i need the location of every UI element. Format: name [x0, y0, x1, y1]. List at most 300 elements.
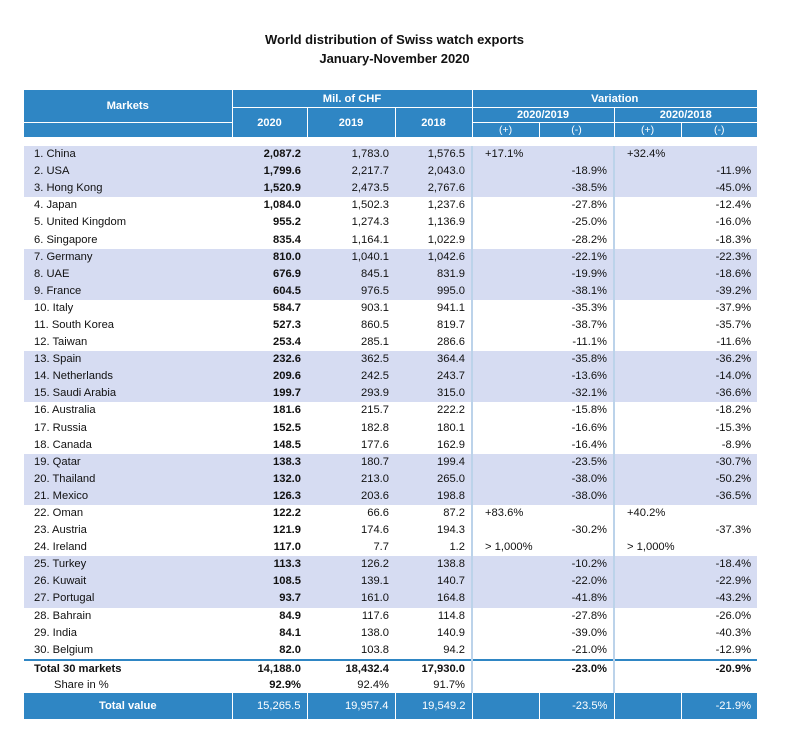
variation-2018-minus	[681, 146, 757, 163]
variation-2019-plus	[472, 317, 539, 334]
variation-2019-plus	[472, 231, 539, 248]
variation-2019-plus	[472, 471, 539, 488]
variation-2018-plus	[614, 368, 681, 385]
value-2018: 243.7	[395, 368, 472, 385]
grand-total-2020: 15,265.5	[232, 693, 307, 719]
value-2018: 265.0	[395, 471, 472, 488]
market-name: 20. Thailand	[24, 471, 232, 488]
variation-2019-plus	[472, 454, 539, 471]
market-name: 27. Portugal	[24, 590, 232, 607]
variation-2018-minus: -37.3%	[715, 524, 752, 537]
table-row	[24, 368, 757, 385]
market-name: 9. France	[24, 283, 232, 300]
variation-2018-plus	[614, 402, 681, 419]
value-2019: 293.9	[307, 385, 395, 402]
variation-2018-minus: -18.6%	[681, 266, 757, 283]
variation-2019-plus	[472, 488, 539, 505]
value-2019: 285.1	[361, 336, 389, 349]
table-row	[24, 437, 757, 454]
variation-2019-minus: -15.8%	[571, 404, 608, 417]
share-blank-3	[614, 677, 681, 693]
table-subtitle: January-November 2020	[319, 51, 470, 66]
variation-2019-minus: -38.7%	[571, 318, 608, 331]
variation-2019-plus	[472, 300, 539, 317]
variation-2018-plus	[614, 590, 681, 607]
variation-2019-minus: -16.4%	[571, 438, 608, 451]
variation-2019-plus	[472, 283, 539, 300]
table-row	[24, 266, 757, 283]
value-2019: 203.6	[307, 488, 395, 505]
value-2019: 1,040.1	[307, 249, 395, 266]
table-row	[24, 420, 757, 437]
variation-2018-plus	[614, 317, 681, 334]
variation-2018-minus: -50.2%	[681, 471, 757, 488]
value-2020: 113.3	[232, 556, 307, 573]
market-name: 1. China	[24, 146, 232, 163]
table-row	[24, 556, 757, 573]
value-2020: 138.3	[232, 454, 307, 471]
variation-2018-minus: -45.0%	[681, 180, 757, 197]
table-row	[24, 590, 757, 607]
variation-2018-plus: > 1,000%	[614, 539, 681, 556]
value-2018: 819.7	[437, 318, 466, 331]
value-2018: 364.4	[395, 351, 472, 368]
variation-header: Variation	[472, 90, 757, 108]
total-minus-1: -23.0%	[539, 660, 614, 677]
variation-2018-minus: -36.2%	[681, 351, 757, 368]
variation-2018-plus	[614, 249, 681, 266]
market-name: 16. Australia	[34, 404, 96, 417]
variation-2019-plus	[472, 402, 539, 419]
variation-2019-minus	[539, 539, 614, 556]
value-2018: 2,043.0	[395, 163, 472, 180]
variation-2018-minus: -16.0%	[715, 216, 752, 229]
market-name: 2. USA	[24, 163, 232, 180]
market-name: 6. Singapore	[34, 233, 98, 246]
variation-2019-minus: -27.8%	[571, 609, 608, 622]
variation-2019-plus	[472, 163, 539, 180]
variation-2019-plus	[472, 608, 539, 625]
value-2019: 1,274.3	[351, 216, 389, 229]
table-row	[24, 163, 757, 180]
value-2019: 976.5	[307, 283, 395, 300]
variation-2020-2019-header: 2020/2019	[472, 108, 614, 123]
value-2018: 995.0	[395, 283, 472, 300]
market-name: 7. Germany	[24, 249, 232, 266]
variation-2019-plus: > 1,000%	[472, 539, 539, 556]
value-2019: 215.7	[361, 404, 389, 417]
share-blank-2	[539, 677, 614, 693]
markets-header: Markets	[24, 90, 232, 123]
variation-2019-minus: -38.0%	[539, 488, 614, 505]
value-2018: 87.2	[443, 507, 466, 520]
value-2020: 232.6	[232, 351, 307, 368]
variation-2018-plus	[614, 180, 681, 197]
table-row	[24, 214, 757, 231]
value-2020: 84.1	[279, 626, 301, 639]
value-2020: 117.0	[273, 541, 301, 554]
value-2019: 66.6	[367, 507, 389, 520]
value-2019: 2,473.5	[307, 180, 395, 197]
variation-2019-plus	[472, 420, 539, 437]
total-2020: 14,188.0	[232, 660, 307, 677]
exports-table	[24, 90, 757, 719]
variation-2019-plus	[472, 334, 539, 351]
variation-2019-minus: -38.1%	[539, 283, 614, 300]
value-2019: 139.1	[307, 573, 395, 590]
header-spacer	[24, 137, 757, 146]
table-row	[24, 539, 757, 556]
value-2019: 174.6	[361, 524, 389, 537]
market-name: 29. India	[34, 626, 77, 639]
grand-total-minus-2: -21.9%	[681, 693, 757, 719]
variation-2018-plus	[614, 488, 681, 505]
table-row	[24, 317, 757, 334]
variation-2019-plus: +17.1%	[472, 146, 539, 163]
table-row	[24, 231, 757, 248]
variation-2018-plus	[614, 266, 681, 283]
variation-2019-plus	[472, 180, 539, 197]
value-2018: 140.9	[437, 626, 466, 639]
variation-2018-plus	[614, 454, 681, 471]
value-2019: 903.1	[361, 301, 389, 314]
variation-2018-plus	[614, 471, 681, 488]
variation-2019-plus	[472, 214, 539, 231]
value-2018: 1,576.5	[395, 146, 472, 163]
table-row	[24, 522, 757, 539]
value-2018: 941.1	[437, 301, 466, 314]
mil-chf-header: Mil. of CHF	[232, 90, 472, 108]
total-2019: 18,432.4	[307, 660, 395, 677]
value-2019: 7.7	[373, 541, 389, 554]
market-name: 28. Bahrain	[34, 609, 92, 622]
plus-header: (+)	[472, 123, 539, 138]
variation-2019-plus	[472, 642, 539, 660]
variation-2019-minus: -25.0%	[571, 216, 608, 229]
variation-2019-minus: -11.1%	[572, 336, 608, 349]
market-name: 11. South Korea	[34, 318, 115, 331]
variation-2019-minus: -27.8%	[571, 199, 608, 212]
variation-2018-plus	[614, 197, 681, 214]
variation-2019-minus: -28.2%	[571, 233, 608, 246]
variation-2019-minus: -30.2%	[571, 524, 608, 537]
variation-2018-minus: -26.0%	[715, 609, 752, 622]
variation-2019-plus	[472, 625, 539, 642]
value-2018: 114.8	[437, 609, 466, 622]
market-name: 26. Kuwait	[24, 573, 232, 590]
share-2019: 92.4%	[357, 678, 389, 691]
table-row	[24, 625, 757, 642]
variation-2018-plus	[614, 334, 681, 351]
value-2018: 1,042.6	[395, 249, 472, 266]
share-2018: 91.7%	[433, 678, 466, 691]
variation-2019-minus: -18.9%	[539, 163, 614, 180]
variation-2018-plus	[614, 214, 681, 231]
variation-2018-plus	[614, 608, 681, 625]
variation-2019-minus: -13.6%	[539, 368, 614, 385]
variation-2019-plus	[472, 351, 539, 368]
table-row	[24, 573, 757, 590]
total-2018: 17,930.0	[395, 660, 472, 677]
variation-2018-plus	[614, 283, 681, 300]
variation-2018-minus: -18.3%	[715, 233, 752, 246]
variation-2019-plus	[472, 266, 539, 283]
value-2019: 1,164.1	[351, 233, 389, 246]
variation-2018-minus: -39.2%	[681, 283, 757, 300]
value-2020: 84.9	[279, 609, 301, 622]
variation-2018-plus: +40.2%	[614, 505, 681, 522]
variation-2019-minus: -22.0%	[539, 573, 614, 590]
market-name: 17. Russia	[34, 421, 87, 434]
year-2019-header: 2019	[307, 108, 395, 138]
year-2020-header: 2020	[232, 108, 307, 138]
value-2018: 162.9	[437, 438, 466, 451]
table-row	[24, 283, 757, 300]
grand-total-label: Total value	[24, 693, 232, 719]
value-2020: 126.3	[232, 488, 307, 505]
table-footer	[24, 660, 757, 719]
value-2019: 117.6	[361, 609, 389, 622]
value-2019: 2,217.7	[307, 163, 395, 180]
table-row	[24, 471, 757, 488]
variation-2018-plus	[614, 437, 681, 454]
variation-2019-minus: -22.1%	[539, 249, 614, 266]
market-name: 30. Belgium	[34, 643, 94, 656]
minus-header: (-)	[539, 123, 614, 138]
variation-2018-minus: -8.9%	[721, 438, 752, 451]
market-name: 15. Saudi Arabia	[24, 385, 232, 402]
year-2018-header: 2018	[395, 108, 472, 138]
table-row	[24, 385, 757, 402]
variation-2018-minus: -22.9%	[681, 573, 757, 590]
grand-total-plus-1	[472, 693, 539, 719]
variation-2018-plus	[614, 231, 681, 248]
variation-2019-minus: -10.2%	[539, 556, 614, 573]
variation-2018-minus: -11.6%	[716, 336, 752, 349]
variation-2018-plus	[614, 351, 681, 368]
variation-2019-minus: -21.0%	[571, 643, 608, 656]
variation-2018-minus: -37.9%	[715, 301, 752, 314]
variation-2018-plus	[614, 420, 681, 437]
market-name: 22. Oman	[34, 507, 84, 520]
header-blank	[24, 123, 232, 138]
variation-2019-plus	[472, 385, 539, 402]
value-2019: 161.0	[307, 590, 395, 607]
value-2018: 315.0	[395, 385, 472, 402]
total-minus-2: -20.9%	[681, 660, 757, 677]
value-2020: 209.6	[232, 368, 307, 385]
variation-2018-plus: +32.4%	[614, 146, 681, 163]
plus-header: (+)	[614, 123, 681, 138]
value-2019: 180.7	[307, 454, 395, 471]
value-2020: 253.4	[273, 336, 301, 349]
value-2018: 164.8	[395, 590, 472, 607]
variation-2019-plus	[472, 368, 539, 385]
value-2020: 835.4	[273, 233, 301, 246]
market-name: 13. Spain	[24, 351, 232, 368]
share-2020: 92.9%	[269, 678, 301, 691]
variation-2018-plus	[614, 163, 681, 180]
variation-2019-minus: -35.3%	[571, 301, 608, 314]
value-2020: 527.3	[273, 318, 301, 331]
share-row	[24, 677, 757, 693]
market-name: 4. Japan	[34, 199, 77, 212]
market-name: 25. Turkey	[24, 556, 232, 573]
variation-2019-minus: -32.1%	[539, 385, 614, 402]
market-name: 23. Austria	[34, 524, 87, 537]
value-2020: 584.7	[273, 301, 301, 314]
value-2018: 94.2	[443, 643, 466, 656]
share-blank-4	[681, 677, 757, 693]
value-2019: 182.8	[361, 421, 389, 434]
value-2019: 860.5	[361, 318, 389, 331]
total-plus-1	[472, 660, 539, 677]
variation-2018-plus	[614, 300, 681, 317]
table-row	[24, 351, 757, 368]
variation-2018-minus: -43.2%	[681, 590, 757, 607]
table-row	[24, 146, 757, 163]
variation-2019-plus: +83.6%	[472, 505, 539, 522]
variation-2018-plus	[614, 556, 681, 573]
market-name: 18. Canada	[34, 438, 92, 451]
value-2018: 180.1	[437, 421, 466, 434]
variation-2019-plus	[472, 249, 539, 266]
market-name: 8. UAE	[24, 266, 232, 283]
value-2020: 93.7	[232, 590, 307, 607]
variation-2018-plus	[614, 573, 681, 590]
variation-2018-minus: -18.4%	[681, 556, 757, 573]
total-plus-2	[614, 660, 681, 677]
grand-total-2019: 19,957.4	[307, 693, 395, 719]
table-body	[24, 137, 757, 660]
value-2020: 955.2	[273, 216, 301, 229]
value-2020: 2,087.2	[232, 146, 307, 163]
table-header	[24, 90, 757, 137]
table-row	[24, 402, 757, 419]
value-2020: 122.2	[273, 507, 301, 520]
value-2018: 2,767.6	[395, 180, 472, 197]
market-name: 12. Taiwan	[34, 336, 88, 349]
value-2018: 222.2	[437, 404, 466, 417]
value-2020: 132.0	[232, 471, 307, 488]
value-2020: 676.9	[232, 266, 307, 283]
table-row	[24, 300, 757, 317]
value-2018: 138.8	[395, 556, 472, 573]
variation-2020-2018-header: 2020/2018	[614, 108, 757, 123]
grand-total-row	[24, 693, 757, 719]
variation-2019-plus	[472, 522, 539, 539]
value-2018: 286.6	[437, 336, 466, 349]
value-2019: 242.5	[307, 368, 395, 385]
value-2018: 194.3	[437, 524, 466, 537]
variation-2018-minus	[681, 539, 757, 556]
variation-2018-minus: -15.3%	[715, 421, 752, 434]
variation-2019-minus: -23.5%	[539, 454, 614, 471]
variation-2019-minus	[539, 505, 614, 522]
variation-2019-plus	[472, 556, 539, 573]
share-label: Share in %	[54, 678, 109, 691]
value-2019: 177.6	[361, 438, 389, 451]
table-row	[24, 454, 757, 471]
value-2020: 148.5	[273, 438, 301, 451]
value-2020: 1,799.6	[232, 163, 307, 180]
table-row	[24, 180, 757, 197]
value-2018: 1.2	[449, 541, 466, 554]
variation-2018-minus: -12.4%	[715, 199, 752, 212]
value-2020: 199.7	[232, 385, 307, 402]
value-2019: 1,783.0	[307, 146, 395, 163]
value-2018: 198.8	[395, 488, 472, 505]
value-2019: 126.2	[307, 556, 395, 573]
value-2020: 1,520.9	[232, 180, 307, 197]
table-row	[24, 488, 757, 505]
market-name: 5. United Kingdom	[34, 216, 127, 229]
variation-2019-minus: -38.5%	[539, 180, 614, 197]
variation-2018-minus: -14.0%	[681, 368, 757, 385]
variation-2018-minus: -40.3%	[715, 626, 752, 639]
value-2020: 810.0	[232, 249, 307, 266]
variation-2019-minus: -39.0%	[571, 626, 608, 639]
market-name: 3. Hong Kong	[24, 180, 232, 197]
value-2020: 152.5	[273, 421, 301, 434]
variation-2018-minus: -36.6%	[681, 385, 757, 402]
variation-2018-minus: -36.5%	[681, 488, 757, 505]
variation-2019-plus	[472, 573, 539, 590]
value-2020: 604.5	[232, 283, 307, 300]
variation-2019-plus	[472, 197, 539, 214]
variation-2018-plus	[614, 625, 681, 642]
variation-2018-minus: -11.9%	[681, 163, 757, 180]
value-2018: 1,136.9	[427, 216, 466, 229]
value-2018: 831.9	[395, 266, 472, 283]
variation-2019-plus	[472, 437, 539, 454]
value-2019: 1,502.3	[351, 199, 389, 212]
total-row	[24, 660, 757, 677]
value-2018: 1,237.6	[427, 199, 466, 212]
grand-total-minus-1: -23.5%	[539, 693, 614, 719]
value-2019: 103.8	[361, 643, 389, 656]
value-2018: 140.7	[395, 573, 472, 590]
table-row	[24, 608, 757, 625]
value-2019: 362.5	[307, 351, 395, 368]
table-row	[24, 334, 757, 351]
table-row	[24, 505, 757, 522]
variation-2018-plus	[614, 642, 681, 660]
variation-2018-minus: -12.9%	[715, 643, 752, 656]
variation-2018-minus: -18.2%	[715, 404, 752, 417]
minus-header: (-)	[681, 123, 757, 138]
share-blank-1	[472, 677, 539, 693]
table-row	[24, 249, 757, 266]
table-row	[24, 197, 757, 214]
market-name: 19. Qatar	[24, 454, 232, 471]
variation-2018-minus: -22.3%	[681, 249, 757, 266]
market-name: 14. Netherlands	[24, 368, 232, 385]
value-2020: 1,084.0	[263, 199, 301, 212]
market-name: 24. Ireland	[34, 541, 87, 554]
value-2020: 121.9	[273, 524, 301, 537]
table-row	[24, 642, 757, 660]
grand-total-2018: 19,549.2	[395, 693, 472, 719]
value-2019: 213.0	[307, 471, 395, 488]
variation-2019-minus: -41.8%	[539, 590, 614, 607]
market-name: 10. Italy	[34, 301, 74, 314]
variation-2019-minus: -35.8%	[539, 351, 614, 368]
variation-2019-minus	[539, 146, 614, 163]
variation-2019-minus: -19.9%	[539, 266, 614, 283]
variation-2018-minus: -35.7%	[715, 318, 752, 331]
value-2018: 199.4	[395, 454, 472, 471]
